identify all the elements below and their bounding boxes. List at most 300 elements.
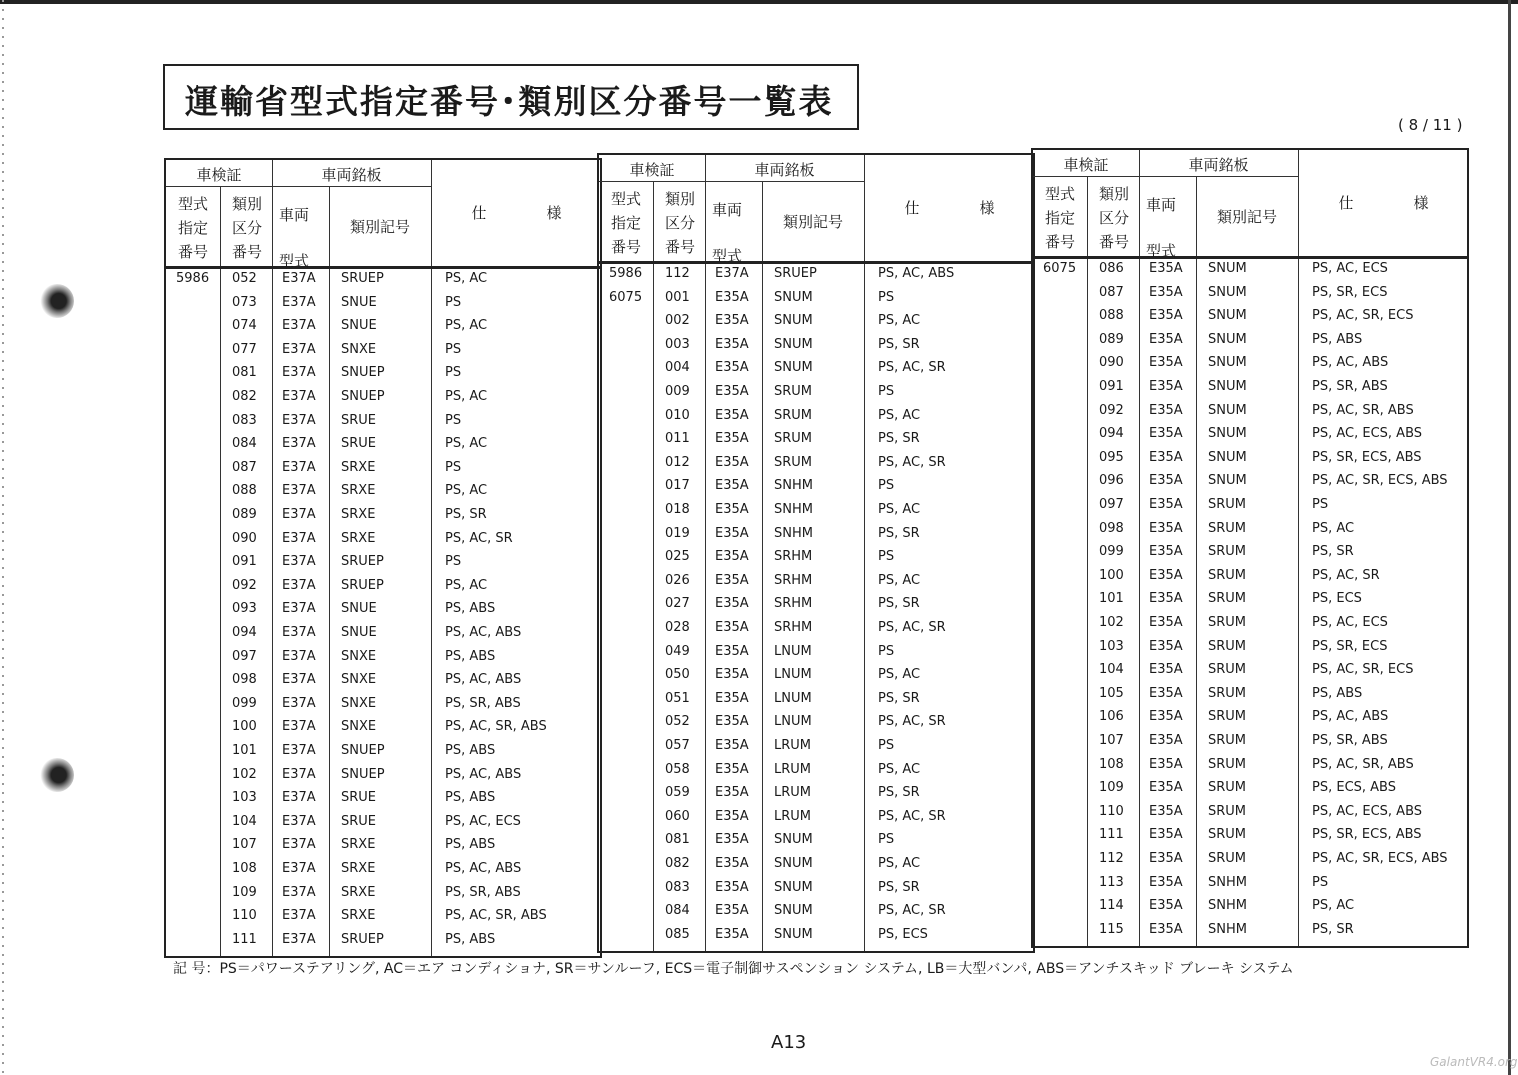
cell-ruibetsu-kubun-bango: 111 <box>1099 827 1124 843</box>
header-shiyo: 仕 様 <box>1338 194 1429 212</box>
cell-ruibetsu-kigo: SRUM <box>1208 662 1247 678</box>
cell-sharyo-katashiki: E35A <box>1149 662 1183 678</box>
cell-ruibetsu-kubun-bango: 025 <box>665 549 690 565</box>
cell-ruibetsu-kigo: SNUM <box>774 313 813 329</box>
cell-ruibetsu-kigo: SNXE <box>341 695 377 711</box>
cell-ruibetsu-kubun-bango: 083 <box>232 412 257 428</box>
cell-shiyo: PS, ABS <box>445 837 496 853</box>
column-divider <box>329 186 330 956</box>
cell-shiyo: PS, AC <box>445 577 488 593</box>
cell-ruibetsu-kigo: SRUM <box>774 454 813 470</box>
cell-shiyo: PS, ABS <box>1312 685 1363 701</box>
cell-sharyo-katashiki: E35A <box>1149 449 1183 465</box>
cell-ruibetsu-kigo: SNUEP <box>341 766 385 782</box>
cell-shiyo: PS, SR, ABS <box>445 884 521 900</box>
cell-sharyo-katashiki: E35A <box>1149 756 1183 772</box>
cell-ruibetsu-kubun-bango: 050 <box>665 667 690 683</box>
cell-shiyo: PS, ECS <box>878 926 928 942</box>
cell-ruibetsu-kubun-bango: 100 <box>1099 567 1124 583</box>
cell-ruibetsu-kubun-bango: 098 <box>232 672 257 688</box>
cell-ruibetsu-kubun-bango: 074 <box>232 318 257 334</box>
header-shiyo: 仕 様 <box>904 199 995 217</box>
cell-ruibetsu-kigo: SRXE <box>341 884 376 900</box>
cell-ruibetsu-kigo: LRUM <box>774 761 812 777</box>
cell-ruibetsu-kigo: SNUEP <box>341 743 385 758</box>
cell-sharyo-katashiki: E37A <box>282 365 316 381</box>
cell-ruibetsu-kubun-bango: 114 <box>1099 898 1124 914</box>
cell-shiyo: PS, SR, ECS <box>1312 638 1388 654</box>
cell-sharyo-katashiki: E35A <box>715 336 749 352</box>
cell-ruibetsu-kigo: SNUM <box>774 903 813 919</box>
cell-ruibetsu-kigo: SRXE <box>341 459 376 475</box>
cell-ruibetsu-kubun-bango: 090 <box>232 530 257 546</box>
cell-ruibetsu-kigo: SRUEP <box>341 931 384 947</box>
cell-ruibetsu-kigo: SRUEP <box>341 271 384 286</box>
column-divider <box>220 186 221 956</box>
cell-ruibetsu-kubun-bango: 102 <box>232 766 257 782</box>
column-divider <box>705 155 706 951</box>
cell-sharyo-katashiki: E35A <box>715 502 749 517</box>
cell-ruibetsu-kigo: SRXE <box>341 837 376 853</box>
cell-ruibetsu-kigo: SRUE <box>341 436 377 452</box>
cell-shiyo: PS, SR, ECS, ABS <box>1312 827 1422 843</box>
cell-shiyo: PS, ABS <box>445 601 496 617</box>
cell-shiyo: PS, SR, ABS <box>445 695 521 711</box>
cell-ruibetsu-kigo: SNUM <box>1208 284 1247 300</box>
cell-ruibetsu-kigo: SRUM <box>774 384 813 399</box>
cell-sharyo-katashiki: E37A <box>282 837 316 853</box>
cell-ruibetsu-kubun-bango: 012 <box>665 454 690 470</box>
cell-ruibetsu-kubun-bango: 091 <box>232 554 257 570</box>
cell-shiyo: PS, AC, SR <box>878 903 946 919</box>
cell-ruibetsu-kubun-bango: 060 <box>665 808 690 824</box>
page-number: A13 <box>771 1032 807 1053</box>
cell-shiyo: PS, AC <box>878 502 921 517</box>
column-divider <box>1196 176 1197 946</box>
cell-katashiki-shitei-bango: 5986 <box>609 266 643 281</box>
cell-ruibetsu-kigo: SNXE <box>341 341 377 357</box>
header-sharyo-katashiki: 車両 型式 <box>278 206 309 270</box>
watermark: GalantVR4.org <box>1430 1055 1518 1069</box>
cell-sharyo-katashiki: E35A <box>715 643 749 659</box>
cell-shiyo: PS, ABS <box>445 931 496 947</box>
cell-ruibetsu-kigo: SNUE <box>341 601 377 617</box>
punch-hole-top <box>40 284 74 318</box>
cell-ruibetsu-kubun-bango: 108 <box>1099 756 1124 772</box>
cell-ruibetsu-kubun-bango: 095 <box>1099 449 1124 465</box>
cell-shiyo: PS, AC, ABS <box>445 672 522 688</box>
cell-ruibetsu-kubun-bango: 084 <box>232 436 257 452</box>
cell-sharyo-katashiki: E35A <box>1149 685 1183 701</box>
cell-ruibetsu-kubun-bango: 089 <box>1099 331 1124 347</box>
cell-shiyo: PS, AC, SR <box>878 454 946 470</box>
cell-ruibetsu-kigo: LRUM <box>774 808 812 824</box>
cell-ruibetsu-kubun-bango: 049 <box>665 643 690 659</box>
cell-shiyo: PS, AC <box>445 436 488 452</box>
cell-ruibetsu-kigo: SNUM <box>1208 449 1247 465</box>
cell-sharyo-katashiki: E37A <box>282 648 316 664</box>
cell-ruibetsu-kubun-bango: 110 <box>1099 803 1124 819</box>
cell-ruibetsu-kubun-bango: 084 <box>665 903 690 919</box>
cell-shiyo: PS, AC, SR <box>445 530 513 546</box>
cell-shiyo: PS, AC, ABS <box>445 766 522 782</box>
cell-sharyo-katashiki: E35A <box>1149 497 1183 512</box>
cell-ruibetsu-kubun-bango: 082 <box>665 856 690 871</box>
cell-ruibetsu-kigo: SRXE <box>341 530 376 546</box>
cell-sharyo-katashiki: E35A <box>1149 827 1183 843</box>
cell-shiyo: PS, AC, ABS <box>1312 709 1389 725</box>
cell-sharyo-katashiki: E37A <box>282 719 316 735</box>
cell-ruibetsu-kubun-bango: 004 <box>665 360 690 376</box>
cell-sharyo-katashiki: E35A <box>715 407 749 423</box>
header-ruibetsu-kigo: 類別記号 <box>1216 208 1277 226</box>
cell-ruibetsu-kubun-bango: 086 <box>1099 261 1124 276</box>
cell-ruibetsu-kigo: SRUE <box>341 412 377 428</box>
cell-shiyo: PS <box>445 459 462 475</box>
cell-ruibetsu-kigo: SNUM <box>1208 402 1247 418</box>
cell-ruibetsu-kigo: SRUM <box>774 431 813 447</box>
cell-ruibetsu-kigo: SRUM <box>1208 497 1247 512</box>
cell-ruibetsu-kigo: SNUM <box>1208 355 1247 371</box>
cell-sharyo-katashiki: E37A <box>282 530 316 546</box>
cell-shiyo: PS, AC, SR <box>878 714 946 730</box>
cell-shiyo: PS, SR, ABS <box>1312 379 1388 394</box>
cell-shiyo: PS, AC, SR, ECS <box>1312 662 1414 678</box>
cell-ruibetsu-kigo: SNUM <box>774 289 813 305</box>
cell-shiyo: PS, AC, ECS <box>1312 261 1388 276</box>
cell-sharyo-katashiki: E35A <box>1149 544 1183 560</box>
cell-sharyo-katashiki: E35A <box>1149 615 1183 630</box>
cell-shiyo: PS, ABS <box>445 648 496 664</box>
cell-sharyo-katashiki: E37A <box>282 766 316 782</box>
cell-shiyo: PS <box>878 832 895 848</box>
cell-sharyo-katashiki: E37A <box>282 625 316 640</box>
cell-ruibetsu-kubun-bango: 108 <box>232 861 257 876</box>
cell-ruibetsu-kigo: SRUM <box>1208 756 1247 772</box>
cell-sharyo-katashiki: E35A <box>715 926 749 942</box>
header-divider <box>705 181 864 182</box>
cell-sharyo-katashiki: E35A <box>715 785 749 801</box>
cell-ruibetsu-kubun-bango: 011 <box>665 431 690 447</box>
cell-shiyo: PS, SR <box>878 336 920 352</box>
cell-ruibetsu-kigo: SNHM <box>774 478 813 494</box>
cell-shiyo: PS, ABS <box>1312 331 1363 347</box>
cell-shiyo: PS, SR <box>878 879 920 895</box>
column-divider <box>1298 150 1299 946</box>
cell-shiyo: PS, SR <box>1312 544 1354 560</box>
cell-ruibetsu-kubun-bango: 009 <box>665 384 690 399</box>
cell-sharyo-katashiki: E35A <box>715 313 749 329</box>
cell-ruibetsu-kigo: SRXE <box>341 908 376 924</box>
cell-ruibetsu-kubun-bango: 107 <box>232 837 257 853</box>
cell-shiyo: PS, SR <box>445 507 487 522</box>
cell-sharyo-katashiki: E35A <box>715 620 749 635</box>
cell-sharyo-katashiki: E35A <box>715 360 749 376</box>
cell-ruibetsu-kubun-bango: 026 <box>665 572 690 588</box>
cell-sharyo-katashiki: E35A <box>715 525 749 541</box>
cell-ruibetsu-kubun-bango: 105 <box>1099 685 1124 701</box>
cell-ruibetsu-kigo: SRHM <box>774 620 813 635</box>
cell-shiyo: PS, AC, SR <box>878 808 946 824</box>
header-bottom-rule <box>599 261 1033 264</box>
cell-shiyo: PS, AC, SR <box>1312 567 1380 583</box>
cell-ruibetsu-kubun-bango: 052 <box>665 714 690 730</box>
cell-ruibetsu-kubun-bango: 010 <box>665 407 690 423</box>
cell-ruibetsu-kigo: LNUM <box>774 643 812 659</box>
cell-sharyo-katashiki: E35A <box>715 596 749 612</box>
header-katashiki-shitei-bango: 型式 指定 番号 <box>610 190 641 256</box>
cell-sharyo-katashiki: E35A <box>1149 355 1183 371</box>
cell-shiyo: PS, AC, ABS <box>1312 355 1389 371</box>
cell-ruibetsu-kigo: SNUM <box>1208 261 1247 276</box>
cell-sharyo-katashiki: E35A <box>1149 874 1183 890</box>
cell-sharyo-katashiki: E35A <box>715 714 749 730</box>
cell-sharyo-katashiki: E37A <box>282 436 316 452</box>
cell-shiyo: PS, AC, SR, ECS, ABS <box>1312 473 1448 489</box>
cell-ruibetsu-kubun-bango: 112 <box>1099 851 1124 866</box>
cell-ruibetsu-kigo: SNUM <box>774 832 813 848</box>
cell-sharyo-katashiki: E35A <box>1149 284 1183 300</box>
cell-ruibetsu-kigo: SNUM <box>774 856 813 871</box>
cell-sharyo-katashiki: E37A <box>282 483 316 499</box>
header-ruibetsu-kubun-bango: 類別 区分 番号 <box>1098 185 1129 251</box>
cell-sharyo-katashiki: E37A <box>282 601 316 617</box>
cell-sharyo-katashiki: E37A <box>282 577 316 593</box>
cell-shiyo: PS, AC, SR, ABS <box>445 719 547 735</box>
cell-sharyo-katashiki: E35A <box>1149 591 1183 607</box>
cell-ruibetsu-kubun-bango: 107 <box>1099 733 1124 748</box>
cell-shiyo: PS <box>878 384 895 399</box>
cell-sharyo-katashiki: E37A <box>282 790 316 806</box>
header-divider <box>599 181 705 182</box>
cell-ruibetsu-kubun-bango: 102 <box>1099 615 1124 630</box>
cell-ruibetsu-kubun-bango: 088 <box>1099 308 1124 324</box>
cell-ruibetsu-kigo: SRXE <box>341 507 376 522</box>
cell-shiyo: PS, SR <box>878 525 920 541</box>
cell-sharyo-katashiki: E37A <box>282 884 316 900</box>
cell-ruibetsu-kubun-bango: 087 <box>1099 284 1124 300</box>
cell-shiyo: PS, AC, SR, ABS <box>445 908 547 924</box>
cell-ruibetsu-kigo: SNUM <box>774 360 813 376</box>
cell-sharyo-katashiki: E35A <box>715 667 749 683</box>
cell-sharyo-katashiki: E37A <box>715 266 749 281</box>
cell-ruibetsu-kubun-bango: 115 <box>1099 921 1124 937</box>
cell-shiyo: PS <box>445 341 462 357</box>
column-divider <box>431 160 432 956</box>
cell-ruibetsu-kigo: SNUM <box>1208 379 1247 394</box>
cell-ruibetsu-kigo: SRXE <box>341 861 376 876</box>
cell-ruibetsu-kigo: SNUEP <box>341 365 385 381</box>
cell-ruibetsu-kubun-bango: 058 <box>665 761 690 777</box>
header-sharyo-katashiki: 車両 型式 <box>711 201 742 265</box>
cell-shiyo: PS, AC <box>1312 898 1355 914</box>
cell-ruibetsu-kubun-bango: 081 <box>665 832 690 848</box>
cell-katashiki-shitei-bango: 5986 <box>176 271 210 286</box>
cell-sharyo-katashiki: E37A <box>282 294 316 310</box>
cell-ruibetsu-kubun-bango: 101 <box>232 743 257 758</box>
cell-ruibetsu-kigo: SNUE <box>341 625 377 640</box>
cell-sharyo-katashiki: E35A <box>715 478 749 494</box>
cell-shiyo: PS, AC, SR <box>878 360 946 376</box>
cell-sharyo-katashiki: E35A <box>1149 921 1183 937</box>
cell-ruibetsu-kigo: SNUM <box>774 336 813 352</box>
column-divider <box>762 181 763 951</box>
header-shakensho: 車検証 <box>1063 156 1109 174</box>
cell-shiyo: PS, AC, ECS <box>445 813 521 829</box>
cell-shiyo: PS <box>445 365 462 381</box>
cell-sharyo-katashiki: E35A <box>1149 308 1183 324</box>
cell-shiyo: PS, AC <box>878 572 921 588</box>
cell-ruibetsu-kubun-bango: 085 <box>665 926 690 942</box>
cell-ruibetsu-kigo: SRUM <box>1208 709 1247 725</box>
header-sharyo-katashiki: 車両 型式 <box>1145 196 1176 260</box>
cell-sharyo-katashiki: E35A <box>1149 851 1183 866</box>
cell-ruibetsu-kigo: SRUM <box>1208 733 1247 748</box>
cell-sharyo-katashiki: E35A <box>1149 331 1183 347</box>
cell-ruibetsu-kigo: SRUEP <box>774 266 817 281</box>
legend: 記 号：PS＝パワーステアリング, AC＝エア コンディショナ, SR＝サンルーフ, ECS＝電子制御サスペンション システム, LB＝大型バンパ, ABS＝アンチスキッド ブレーキ システム <box>173 961 1294 977</box>
cell-shiyo: PS <box>878 289 895 305</box>
cell-ruibetsu-kubun-bango: 097 <box>1099 497 1124 512</box>
cell-ruibetsu-kigo: SRUM <box>1208 544 1247 560</box>
cell-ruibetsu-kigo: LNUM <box>774 667 812 683</box>
cell-sharyo-katashiki: E35A <box>1149 426 1183 442</box>
cell-sharyo-katashiki: E35A <box>1149 520 1183 536</box>
header-meiban: 車両銘板 <box>1188 156 1249 174</box>
cell-sharyo-katashiki: E37A <box>282 672 316 688</box>
cell-ruibetsu-kubun-bango: 106 <box>1099 709 1124 725</box>
cell-ruibetsu-kigo: SNHM <box>1208 898 1247 914</box>
cell-sharyo-katashiki: E35A <box>715 289 749 305</box>
cell-ruibetsu-kigo: SNXE <box>341 672 377 688</box>
cell-shiyo: PS, AC <box>878 407 921 423</box>
cell-ruibetsu-kigo: SRUE <box>341 813 377 829</box>
cell-ruibetsu-kubun-bango: 091 <box>1099 379 1124 394</box>
cell-sharyo-katashiki: E35A <box>715 549 749 565</box>
cell-shiyo: PS <box>878 549 895 565</box>
cell-shiyo: PS, AC <box>878 856 921 871</box>
cell-ruibetsu-kigo: SRUM <box>1208 567 1247 583</box>
cell-sharyo-katashiki: E37A <box>282 412 316 428</box>
cell-sharyo-katashiki: E37A <box>282 554 316 570</box>
cell-ruibetsu-kubun-bango: 097 <box>232 648 257 664</box>
cell-sharyo-katashiki: E35A <box>1149 733 1183 748</box>
header-shiyo: 仕 様 <box>471 204 562 222</box>
header-shakensho: 車検証 <box>629 161 675 179</box>
cell-ruibetsu-kigo: SRUE <box>341 790 377 806</box>
cell-ruibetsu-kigo: SNXE <box>341 648 377 664</box>
cell-ruibetsu-kubun-bango: 019 <box>665 525 690 541</box>
column-divider <box>1139 150 1140 946</box>
cell-ruibetsu-kigo: SNUM <box>1208 426 1247 442</box>
cell-shiyo: PS, ABS <box>445 743 496 758</box>
cell-ruibetsu-kigo: SNHM <box>774 502 813 517</box>
cell-ruibetsu-kigo: SRUM <box>1208 638 1247 654</box>
header-ruibetsu-kubun-bango: 類別 区分 番号 <box>231 195 262 261</box>
punch-hole-bottom <box>40 758 74 792</box>
cell-sharyo-katashiki: E37A <box>282 743 316 758</box>
cell-shiyo: PS, AC <box>1312 520 1355 536</box>
cell-ruibetsu-kubun-bango: 077 <box>232 341 257 357</box>
cell-ruibetsu-kubun-bango: 027 <box>665 596 690 612</box>
cell-ruibetsu-kubun-bango: 103 <box>1099 638 1124 654</box>
cell-ruibetsu-kigo: SRUM <box>1208 780 1247 796</box>
cell-ruibetsu-kigo: SNHM <box>774 525 813 541</box>
cell-ruibetsu-kubun-bango: 090 <box>1099 355 1124 371</box>
cell-shiyo: PS, SR, ECS, ABS <box>1312 449 1422 465</box>
cell-ruibetsu-kubun-bango: 099 <box>232 695 257 711</box>
cell-ruibetsu-kubun-bango: 089 <box>232 507 257 522</box>
cell-ruibetsu-kubun-bango: 051 <box>665 690 690 706</box>
cell-sharyo-katashiki: E37A <box>282 341 316 357</box>
cell-sharyo-katashiki: E35A <box>715 761 749 777</box>
header-ruibetsu-kigo: 類別記号 <box>349 218 410 236</box>
cell-ruibetsu-kubun-bango: 017 <box>665 478 690 494</box>
cell-ruibetsu-kubun-bango: 104 <box>1099 662 1124 678</box>
header-meiban: 車両銘板 <box>321 166 382 184</box>
cell-sharyo-katashiki: E37A <box>282 931 316 947</box>
cell-sharyo-katashiki: E37A <box>282 861 316 876</box>
cell-ruibetsu-kubun-bango: 003 <box>665 336 690 352</box>
cell-sharyo-katashiki: E37A <box>282 271 316 286</box>
cell-shiyo: PS, AC <box>878 667 921 683</box>
cell-ruibetsu-kubun-bango: 113 <box>1099 874 1124 890</box>
cell-sharyo-katashiki: E35A <box>1149 709 1183 725</box>
cell-ruibetsu-kigo: SNUM <box>1208 473 1247 489</box>
cell-ruibetsu-kigo: SRUM <box>1208 615 1247 630</box>
header-katashiki-shitei-bango: 型式 指定 番号 <box>1044 185 1075 251</box>
cell-ruibetsu-kubun-bango: 028 <box>665 620 690 635</box>
table-panel <box>164 158 602 958</box>
cell-ruibetsu-kigo: LRUM <box>774 785 812 801</box>
header-divider <box>1139 176 1298 177</box>
cell-ruibetsu-kigo: LNUM <box>774 714 812 730</box>
header-katashiki-shitei-bango: 型式 指定 番号 <box>177 195 208 261</box>
cell-shiyo: PS, AC, ABS <box>878 266 955 281</box>
cell-shiyo: PS, AC <box>445 318 488 334</box>
cell-ruibetsu-kigo: SNUEP <box>341 389 385 404</box>
cell-ruibetsu-kigo: SRHM <box>774 549 813 565</box>
cell-shiyo: PS, ECS, ABS <box>1312 780 1396 796</box>
cell-sharyo-katashiki: E35A <box>715 832 749 848</box>
header-divider <box>272 186 431 187</box>
cell-sharyo-katashiki: E37A <box>282 507 316 522</box>
cell-shiyo: PS <box>1312 874 1329 890</box>
cell-ruibetsu-kubun-bango: 088 <box>232 483 257 499</box>
cell-ruibetsu-kubun-bango: 096 <box>1099 473 1124 489</box>
cell-shiyo: PS, AC <box>878 761 921 777</box>
cell-shiyo: PS, SR <box>878 690 920 706</box>
cell-sharyo-katashiki: E37A <box>282 695 316 711</box>
cell-ruibetsu-kubun-bango: 099 <box>1099 544 1124 560</box>
cell-ruibetsu-kigo: SNHM <box>1208 874 1247 890</box>
cell-shiyo: PS <box>445 412 462 428</box>
cell-sharyo-katashiki: E35A <box>715 738 749 753</box>
cell-shiyo: PS, SR, ABS <box>1312 733 1388 748</box>
cell-ruibetsu-kigo: SNHM <box>1208 921 1247 937</box>
cell-sharyo-katashiki: E35A <box>1149 780 1183 796</box>
cell-ruibetsu-kigo: SNXE <box>341 719 377 735</box>
cell-shiyo: PS <box>445 294 462 310</box>
page-count: ( 8 / 11 ) <box>1398 116 1463 134</box>
cell-ruibetsu-kubun-bango: 104 <box>232 813 257 829</box>
cell-sharyo-katashiki: E37A <box>282 459 316 475</box>
cell-sharyo-katashiki: E35A <box>715 808 749 824</box>
cell-sharyo-katashiki: E35A <box>1149 402 1183 418</box>
page-top-border <box>0 0 1518 4</box>
cell-ruibetsu-kigo: LRUM <box>774 738 812 753</box>
cell-ruibetsu-kubun-bango: 073 <box>232 294 257 310</box>
